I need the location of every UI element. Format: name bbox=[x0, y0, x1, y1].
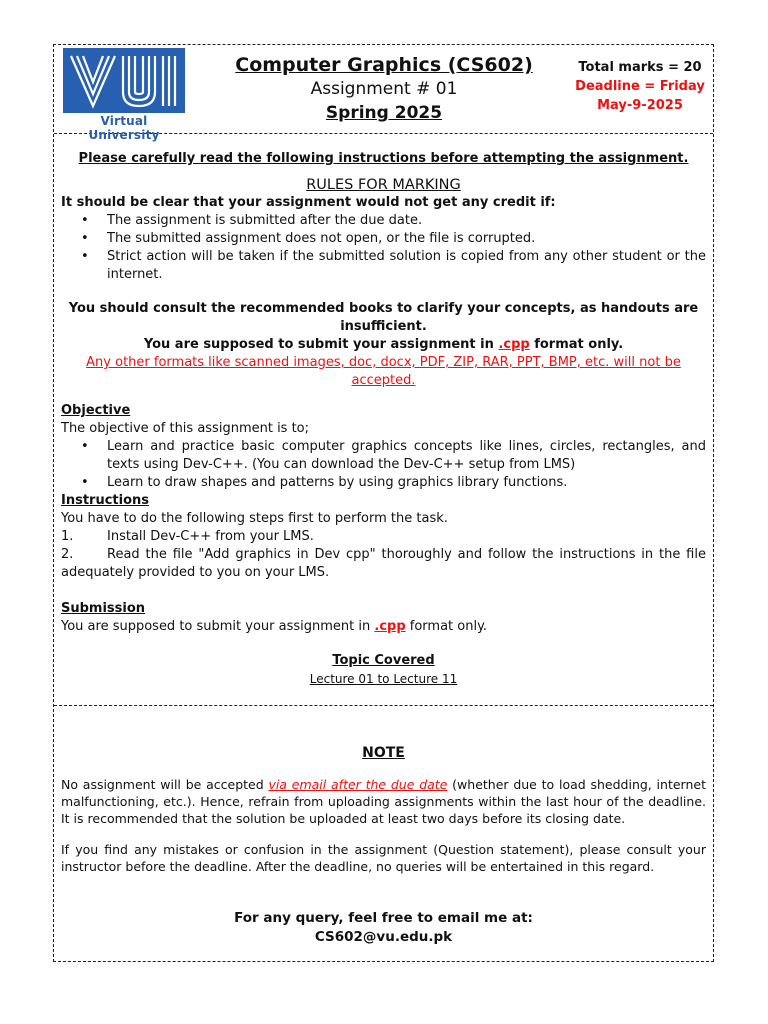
vu-logo bbox=[63, 48, 185, 142]
title-block bbox=[214, 53, 554, 125]
contact-line: For any query, feel free to email me at: bbox=[234, 910, 533, 926]
note-heading: NOTE bbox=[362, 745, 405, 761]
assignment-number: Assignment # 01 bbox=[310, 79, 458, 99]
step-number: 1. bbox=[61, 529, 74, 544]
section-divider bbox=[54, 705, 713, 706]
submission-suffix: format only. bbox=[405, 619, 488, 634]
submission-ext: .cpp bbox=[374, 619, 406, 634]
vu-logo-icon bbox=[63, 48, 185, 113]
list-item: • The assignment is submitted after the due date. bbox=[107, 212, 706, 230]
format-warning: Any other formats like scanned images, doc, docx, PDF, ZIP, RAR, PPT, BMP, etc. will not be accepted. bbox=[86, 355, 681, 388]
format-suffix: format only. bbox=[529, 337, 624, 352]
step-text: Install Dev-C++ from your LMS. bbox=[107, 529, 314, 544]
list-item: • The submitted assignment does not open, or the file is corrupted. bbox=[107, 230, 706, 248]
assignment-sheet bbox=[53, 44, 714, 962]
instructions-notice: Please carefully read the following instructions before attempting the assignment. bbox=[78, 151, 689, 166]
note-paragraph-2: If you find any mistakes or confusion in the assignment (Question statement), please consult your instructor before the deadline. After the deadline, no queries will be entertained in this regard. bbox=[61, 842, 706, 874]
course-title: Computer Graphics (CS602) bbox=[235, 54, 533, 76]
document-body bbox=[54, 134, 713, 688]
submission-prefix: You are supposed to submit your assignment in bbox=[61, 619, 375, 634]
format-line bbox=[61, 336, 706, 354]
contact-email[interactable]: CS602@vu.edu.pk bbox=[314, 929, 453, 945]
step-number: 2. bbox=[61, 547, 74, 562]
topic-value: Lecture 01 to Lecture 11 bbox=[309, 672, 458, 686]
note-p1-suffix: (whether due to load shedding, internet malfunctioning, etc.). Hence, refrain from uploading assignments within the last hour of the deadline. It is recommended that the solution be uploaded at least two days before its closing date. bbox=[61, 777, 706, 826]
instructions-heading: Instructions bbox=[61, 493, 150, 508]
list-item: • Learn to draw shapes and patterns by using graphics library functions. bbox=[107, 474, 706, 492]
note-p1-prefix: No assignment will be accepted bbox=[61, 777, 269, 792]
header bbox=[54, 45, 713, 142]
rules-list bbox=[61, 212, 706, 284]
marks-deadline-block bbox=[575, 58, 705, 115]
list-item: • Learn and practice basic computer graphics concepts like lines, circles, rectangles, and texts using Dev-C++. (You can download the Dev-C++ setup from LMS) bbox=[107, 438, 706, 474]
deadline-day: Deadline = Friday bbox=[575, 79, 705, 94]
note-p1-highlight: via email after the due date bbox=[268, 777, 448, 792]
format-prefix: You are supposed to submit your assignment in bbox=[143, 337, 499, 352]
semester: Spring 2025 bbox=[325, 103, 443, 123]
deadline-date: May-9-2025 bbox=[597, 98, 683, 113]
submission-text bbox=[61, 618, 706, 636]
submission-heading: Submission bbox=[61, 601, 146, 616]
format-ext: .cpp bbox=[498, 337, 530, 352]
consult-books-note: You should consult the recommended books to clarify your concepts, as handouts are insufficient. bbox=[68, 301, 699, 334]
logo-text: Virtual University bbox=[88, 114, 160, 142]
objective-heading: Objective bbox=[61, 403, 131, 418]
topic-heading: Topic Covered bbox=[332, 653, 435, 668]
instructions-intro: You have to do the following steps first to perform the task. bbox=[61, 511, 448, 526]
objective-intro: The objective of this assignment is to; bbox=[61, 421, 310, 436]
instruction-step bbox=[61, 528, 706, 546]
objective-list bbox=[61, 438, 706, 492]
rules-intro: It should be clear that your assignment would not get any credit if: bbox=[61, 195, 556, 210]
total-marks: Total marks = 20 bbox=[578, 60, 702, 75]
logo-mark bbox=[63, 48, 185, 113]
list-item: • Strict action will be taken if the submitted solution is copied from any other student or the internet. bbox=[107, 248, 706, 284]
note-paragraph-1 bbox=[61, 776, 706, 827]
step-text: Read the file "Add graphics in Dev cpp" thoroughly and follow the instructions in the file adequately provided to you on your LMS. bbox=[61, 547, 706, 580]
instruction-step bbox=[61, 546, 706, 582]
note-section bbox=[54, 745, 713, 947]
rules-heading: RULES FOR MARKING bbox=[306, 177, 461, 193]
